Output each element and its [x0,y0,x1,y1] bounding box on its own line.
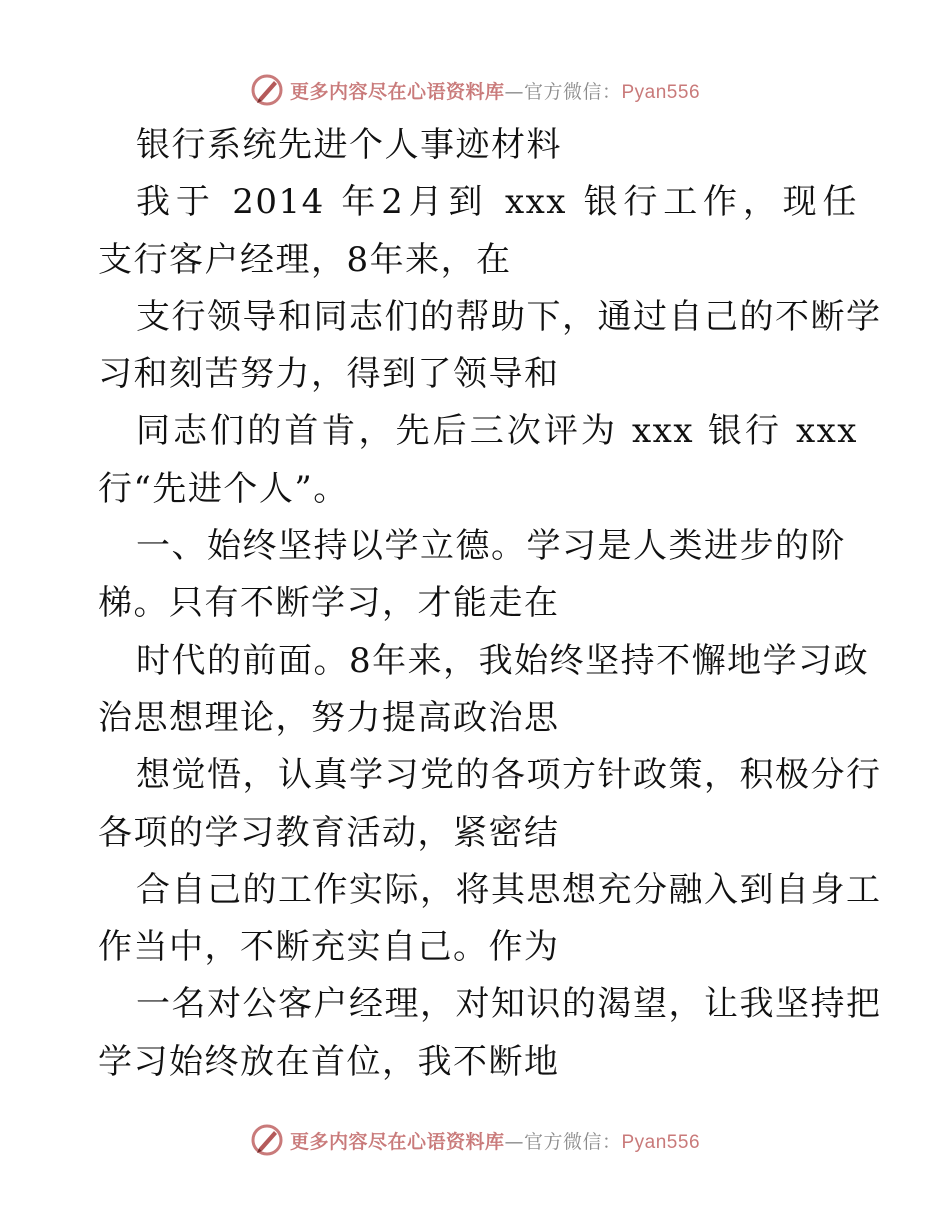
paragraph-line: 学习始终放在首位，我不断地 [98,1041,560,1082]
pen-logo-icon [250,1123,284,1157]
paragraph-line: 合自己的工作实际，将其思想充分融入到自身工 [136,869,882,910]
paragraph-line: 想觉悟，认真学习党的各项方针政策，积极分行 [136,755,882,796]
paragraph-line: 支行客户经理，8年来，在 [98,239,512,280]
paragraph-line: 时代的前面。8年来，我始终坚持不懈地学习政 [136,640,870,681]
paragraph-line: 各项的学习教育活动，紧密结 [98,812,560,853]
paragraph-line: 一名对公客户经理，对知识的渴望，让我坚持把 [136,984,882,1025]
footer-watermark [0,1120,950,1160]
document-body [98,117,882,1091]
pen-logo-icon [250,73,284,107]
paragraph-line: 习和刻苦努力，得到了领导和 [98,354,560,395]
document-title: 银行系统先进个人事迹材料 [136,125,562,165]
paragraph-line: 作当中，不断充实自己。作为 [98,927,560,968]
paragraph-line: 我于 2014 年2月到 xxx 银行工作，现任 [136,182,858,223]
paragraph-line: 梯。只有不断学习，才能走在 [98,583,560,624]
paragraph-line: 治思想理论，努力提高政治思 [98,697,560,738]
paragraph-line: 同志们的首肯，先后三次评为 xxx 银行 xxx [136,411,858,452]
watermark-text: 更多内容尽在心语资料库—官方微信：Pyan556 [289,1130,701,1153]
header-watermark [0,70,950,110]
watermark-text: 更多内容尽在心语资料库—官方微信：Pyan556 [289,80,701,103]
paragraph-line: 支行领导和同志们的帮助下，通过自己的不断学 [136,296,882,337]
section-heading-line: 一、始终坚持以学立德。学习是人类进步的阶 [136,526,846,567]
paragraph-line: 行“先进个人”。 [98,468,349,509]
